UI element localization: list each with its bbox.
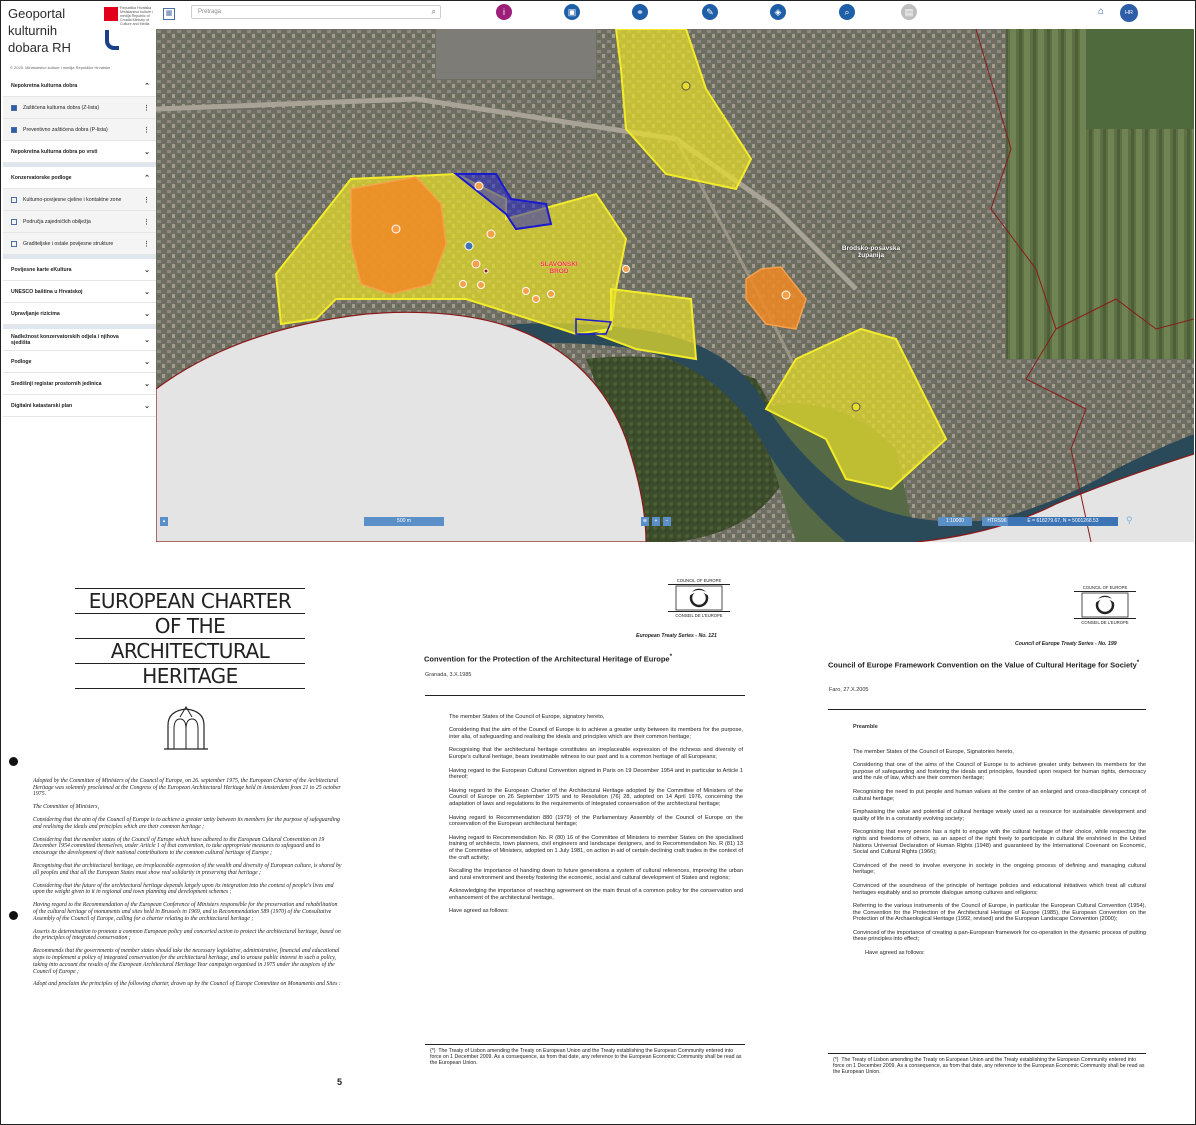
layer-label: Podloge [11, 358, 32, 365]
chevron-down-icon[interactable]: ⌄ [144, 266, 150, 274]
treaty-series: European Treaty Series - No. 121 [636, 633, 717, 639]
layer-group[interactable] [3, 141, 156, 163]
layer-item[interactable] [3, 119, 156, 141]
layer-checkbox[interactable] [11, 127, 17, 133]
paragraph: Have agreed as follows: [449, 908, 509, 915]
council-of-europe-logo [1074, 585, 1136, 629]
granada-footnote: (*) The Treaty of Lisbon amending the Treaty on European Union and the Treaty establishing the European Community entered into force on 1 December 2009. As a consequence, as from that date, any reference to the European Economic Community shall be read as the European Union. [430, 1048, 742, 1067]
coordinates-readout: E = 618279.67, N = 5001268.53 [1008, 517, 1118, 526]
layer-label: Kulturno-povijesne cjeline i kontaktne zone [23, 196, 122, 203]
layer-label: Digitalni katastarski plan [11, 402, 73, 409]
layer-group[interactable] [3, 75, 156, 97]
granada-text [449, 708, 743, 922]
divider [425, 695, 745, 696]
chevron-down-icon[interactable]: ⌄ [144, 336, 150, 344]
charter-title-line: EUROPEAN CHARTER [75, 588, 305, 613]
footnote-label: (*) [430, 1048, 436, 1054]
footnote-marker: * [1136, 659, 1140, 666]
paragraph: Having regard to the Recommendation of the European Conference of Ministers responsible for the preservation and rehabilitation of the cultural heritage of monuments and sites held in Brussels in 1969, and to Recommendation 589 (1970) of the Consultative Assembly of the Council of Europe, calling for a charter relating to the architectural heritage ; [33, 902, 338, 922]
map-icon[interactable]: ▣ [564, 4, 580, 20]
chevron-down-icon[interactable]: ⌄ [144, 380, 150, 388]
chevron-up-icon[interactable]: ⌃ [144, 174, 150, 182]
ministry-logo-icon [105, 30, 119, 50]
charter-text [33, 772, 343, 994]
council-of-europe-logo [668, 578, 730, 622]
paragraph: Adopted by the Committee of Ministers of the Council of Europe, on 26. september 1975, the European Charter of the Architectural Heritage was solemnly proclaimed at the Congress of the European Architectural Heritage held in Amsterdam from 21 to 25 october 1975. [33, 777, 341, 798]
paragraph: Having regard to the European Cultural Convention signed in Paris on 19 December 1954 and in particular to Article 1 thereof; [449, 767, 743, 781]
paragraph: Convinced of the soundness of the principle of heritage policies and educational initiatives which treat all cultural heritages equitably and so promote dialogue among cultures and religions; [853, 882, 1146, 896]
layers-icon[interactable]: ◈ [770, 4, 786, 20]
link-icon[interactable]: ⚭ [632, 4, 648, 20]
layer-group[interactable] [3, 329, 156, 351]
layer-group[interactable] [3, 395, 156, 417]
layer-group[interactable] [3, 303, 156, 325]
layer-checkbox[interactable] [11, 197, 17, 203]
charter-title-line: HERITAGE [75, 663, 305, 689]
layer-group[interactable] [3, 281, 156, 303]
paragraph: Acknowledging the importance of reaching agreement on the main thrust of a common policy for the conservation and enhancement of the architectural heritage, [449, 888, 743, 901]
paragraph: Considering that the member states of the Council of Europe which have adhered to the European Cultural Convention on 19 December 1954 committed themselves, under Article 1 of that convention, to take appropriate measures to safeguard and to encourage the development of their national contributions to the common cultural heritage of Europe ; [33, 836, 325, 857]
home-icon[interactable]: ⌂ [1098, 6, 1105, 17]
scan-dot [9, 911, 18, 920]
faro-place-date: Faro, 27.X.2005 [829, 687, 869, 693]
avatar[interactable]: HR [1120, 4, 1138, 22]
layer-label: Graditeljske i ostale povijesne strukture [23, 240, 114, 247]
search-input[interactable] [191, 5, 441, 19]
layer-group[interactable] [3, 373, 156, 395]
treaty-series: Council of Europe Treaty Series - No. 199 [1015, 641, 1117, 647]
divider [828, 1053, 1146, 1054]
more-options-icon[interactable]: ⋮ [143, 126, 150, 134]
charter-title-line: OF THE [75, 613, 305, 638]
search-icon[interactable]: ⌕ [839, 4, 855, 20]
paragraph: Having regard to Recommendation 880 (1979) of the Parliamentary Assembly of the Council of Europe on the conservation of the European architectural heritage; [449, 814, 743, 828]
charter-title-line: ARCHITECTURAL [75, 638, 305, 663]
layer-label: Konzervatorske podloge [11, 174, 72, 181]
chevron-down-icon[interactable]: ⌄ [144, 358, 150, 366]
layer-label: Središnji registar prostornih jedinica [11, 380, 102, 387]
paragraph: Recommends that the governments of member states should take the necessary legislative, administrative, financial and educational steps to implement a policy of integrated conservation for the architectural heritage, and to arouse public interest in such a policy, taking into account the results of the European Architectural Heritage Year campaign organised in 1975 under the auspices of the Council of Europe ; [33, 948, 340, 975]
paragraph: Have agreed as follows: [865, 950, 925, 957]
zoom-out-button[interactable]: − [663, 517, 671, 526]
info-icon[interactable]: i [496, 4, 512, 20]
chevron-down-icon[interactable]: ⌄ [144, 310, 150, 318]
layer-group[interactable] [3, 259, 156, 281]
location-pin-icon[interactable]: ⚲ [1126, 515, 1133, 525]
layer-group[interactable] [3, 167, 156, 189]
footnote-marker: * [669, 653, 673, 660]
preamble-heading: Preamble [853, 724, 878, 730]
paragraph: Considering that the aim of the Council of Europe is to achieve a greater unity between its members for the purpose of safeguarding and realising the ideals and principles which are their common heritage ; [33, 816, 340, 830]
faro-title: Council of Europe Framework Convention on the Value of Cultural Heritage for Society* [828, 659, 1140, 670]
paragraph: Considering that the aim of the Council of Europe is to achieve a greater unity between its members for the purpose, inter alia, of safeguarding and realising the ideals and principles which are their common heritage; [449, 727, 743, 740]
council-of-europe-emblem-icon [1081, 592, 1129, 618]
granada-title: Convention for the Protection of the Architectural Heritage of Europe* [424, 653, 673, 664]
paragraph: The Committee of Ministers, [33, 804, 100, 811]
architecture-emblem-icon [160, 703, 212, 755]
paragraph: Recognising that every person has a right to engage with the cultural heritage of their choice, while respecting the rights and freedoms of others, as an aspect of the right freely to participate in cultural life enshrined in the United Nations Universal Declaration of Human Rights (1948) and guaranteed by the International Covenant on Economic, Social and Cultural Rights (1966); [853, 829, 1146, 856]
layer-label: Zaštićena kulturna dobra (Z-lista) [23, 104, 100, 111]
page-number: 5 [337, 1077, 343, 1087]
map-status-bar [156, 515, 1194, 529]
charter-title [75, 588, 305, 689]
more-options-icon[interactable]: ⋮ [143, 218, 150, 226]
faro-text [853, 743, 1146, 964]
chevron-down-icon[interactable]: ⌄ [144, 288, 150, 296]
map-canvas [156, 29, 1194, 542]
layer-checkbox[interactable] [11, 219, 17, 225]
paragraph: Recognising the need to put people and human values at the centre of an enlarged and cross-disciplinary concept of cultural heritage; [853, 788, 1146, 802]
layer-item[interactable] [3, 189, 156, 211]
chevron-up-icon[interactable]: ⌃ [144, 82, 150, 90]
search-icon[interactable]: ⌕ [431, 7, 436, 16]
paragraph: Convinced of the need to involve everyone in society in the ongoing process of defining and managing cultural heritage; [853, 862, 1146, 876]
more-options-icon[interactable]: ⋮ [143, 196, 150, 204]
layer-label: Područja zajedničkih obilježja [23, 218, 91, 225]
layer-item[interactable] [3, 97, 156, 119]
layer-label: Nadležnost konzervatorskih odjela i njihova sjedišta [11, 333, 119, 346]
footnote-label: (*) [833, 1057, 839, 1063]
layer-label: UNESCO baština u Hrvatskoj [11, 288, 83, 295]
ministry-logo-text: Republika Hrvatska Ministarstvo kulture i medija Republic of Croatia Ministry of Culture and Media [120, 6, 153, 26]
divider [425, 1044, 745, 1045]
paragraph: Recalling the importance of handing down to future generations a system of cultural references, improving the urban and rural environment and thereby fostering the economic, social and cultural development of States and regions; [449, 868, 743, 881]
layer-item[interactable] [3, 211, 156, 233]
layer-label: Preventivno zaštićena dobra (P-lista) [23, 126, 108, 133]
county-label: Brodsko-posavska županija [841, 245, 901, 259]
chevron-down-icon[interactable]: ⌄ [144, 148, 150, 156]
app-title: Geoportal kulturnih dobara RH [8, 6, 71, 55]
paragraph: Convinced of the importance of creating a pan-European framework for co-operation in the dynamic process of putting these principles into effect; [853, 929, 1146, 943]
croatia-logo-icon [104, 7, 118, 21]
logo-bottom-text: CONSEIL DE L'EUROPE [1074, 618, 1136, 625]
granada-place-date: Granada, 3.X.1985 [425, 672, 472, 678]
paragraph: Adopt and proclaim the principles of the following charter, drawn up by the Council of Europe Committee on Monuments and Sites : [33, 981, 341, 988]
council-of-europe-emblem-icon [675, 585, 723, 611]
layer-sidebar [3, 2, 157, 542]
paragraph: Recognising that the architectural heritage, an irreplaceable expression of the wealth and diversity of European culture, is shared by all peoples and that all the European States must show real solidarity in preserving that heritage ; [33, 862, 342, 876]
paragraph: Asserts its determination to promote a common European policy and concerted action to protect the architectural heritage, based on the principles of integrated conservation ; [33, 928, 341, 942]
paragraph: The member States of the Council of Europe, signatory hereto, [449, 713, 605, 720]
paragraph: Considering that one of the aims of the Council of Europe is to achieve greater unity between its members for the purpose of safeguarding and fostering the ideals and principles, founded upon respect for human rights, democracy and the rule of law, which are their common heritage; [853, 762, 1146, 782]
chevron-down-icon[interactable]: ⌄ [144, 402, 150, 410]
layer-label: Upravljanje rizicima [11, 310, 60, 317]
layer-item[interactable] [3, 233, 156, 255]
scan-dot [9, 757, 18, 766]
layer-checkbox[interactable] [11, 105, 17, 111]
divider [828, 709, 1146, 710]
paragraph: Recognising that the architectural heritage constitutes an irreplaceable expression of the richness and diversity of Europe's cultural heritage, bears inestimable witness to our past and is a common heritage of all Europeans; [449, 747, 743, 760]
more-options-icon[interactable]: ⋮ [143, 104, 150, 112]
paragraph: The member States of the Council of Europe, Signatories hereto, [853, 748, 1014, 755]
scale-bar: 500 m [364, 517, 444, 526]
draw-icon[interactable]: ✎ [702, 4, 718, 20]
layer-checkbox[interactable] [11, 241, 17, 247]
more-options-icon[interactable]: ⋮ [143, 240, 150, 248]
scale-select[interactable]: 1:10000 [938, 517, 972, 526]
paragraph: Having regard to Recommendation No. R (80) 16 of the Committee of Ministers to member States on the specialised training of architects, town planners, civil engineers and landscape designers, and to Recommendation No. R (81) 13 of the Committee of Ministers, adopted on 1 July 1981, on action in aid of certain declining craft trades in the context of the craft activity; [449, 834, 743, 861]
layer-label: Povijesne karte eKultura [11, 266, 72, 273]
logo-top-text: COUNCIL OF EUROPE [1074, 585, 1136, 592]
logo-top-text: COUNCIL OF EUROPE [668, 578, 730, 585]
paragraph: Considering that the future of the architectural heritage depends largely upon its integration into the context of people's lives and upon the weight given to it in regional and town planning and development schemes ; [33, 882, 334, 896]
crs-select[interactable]: HTRS96 [982, 517, 1012, 526]
globe-icon[interactable]: ⊕ [642, 518, 648, 524]
grid-menu-icon[interactable]: ▦ [163, 8, 175, 20]
paragraph: Having regard to the European Charter of the Architectural Heritage adopted by the Committee of Ministers of the Council of Europe on 26 September 1975 and to Resolution (76) 28, adopted on 14 April 1976, concerning the adaptation of laws and regulations to the requirements of integrated conservation of the architectural heritage; [449, 787, 743, 807]
paragraph: Referring to the various instruments of the Council of Europe, in particular the European Cultural Convention (1954), the Convention for the Protection of the Architectural Heritage of Europe (1985), the European Convention on the Protection of the Archaeological Heritage (1992, revised) and the European Landscape Convention (2000); [853, 903, 1146, 923]
layer-label: Nepokretna kulturna dobra po vrsti [11, 148, 98, 155]
map-view[interactable] [156, 29, 1194, 542]
zoom-in-button[interactable]: + [652, 517, 660, 526]
print-icon[interactable]: ▤ [901, 4, 917, 20]
search-placeholder: Pretraga [198, 9, 222, 15]
city-label: SLAVONSKI BROD [540, 261, 578, 275]
logo-bottom-text: CONSEIL DE L'EUROPE [668, 611, 730, 618]
top-toolbar [156, 2, 1194, 30]
collapse-panel-button[interactable]: ▴ [160, 517, 168, 526]
copyright: © 2025. Ministarstvo kulture i medija Republike Hrvatske [10, 65, 111, 70]
faro-footnote: (*) The Treaty of Lisbon amending the Treaty on European Union and the Treaty establishing the European Community entered into force on 1 December 2009. As a consequence, as from that date, any reference to the European Economic Community shall be read as the European Union. [833, 1057, 1145, 1076]
layer-label: Nepokretna kulturna dobra [11, 82, 78, 89]
layer-group[interactable] [3, 351, 156, 373]
paragraph: Emphasising the value and potential of cultural heritage wisely used as a resource for sustainable development and quality of life in a constantly evolving society; [853, 809, 1146, 822]
layer-list [3, 75, 156, 417]
